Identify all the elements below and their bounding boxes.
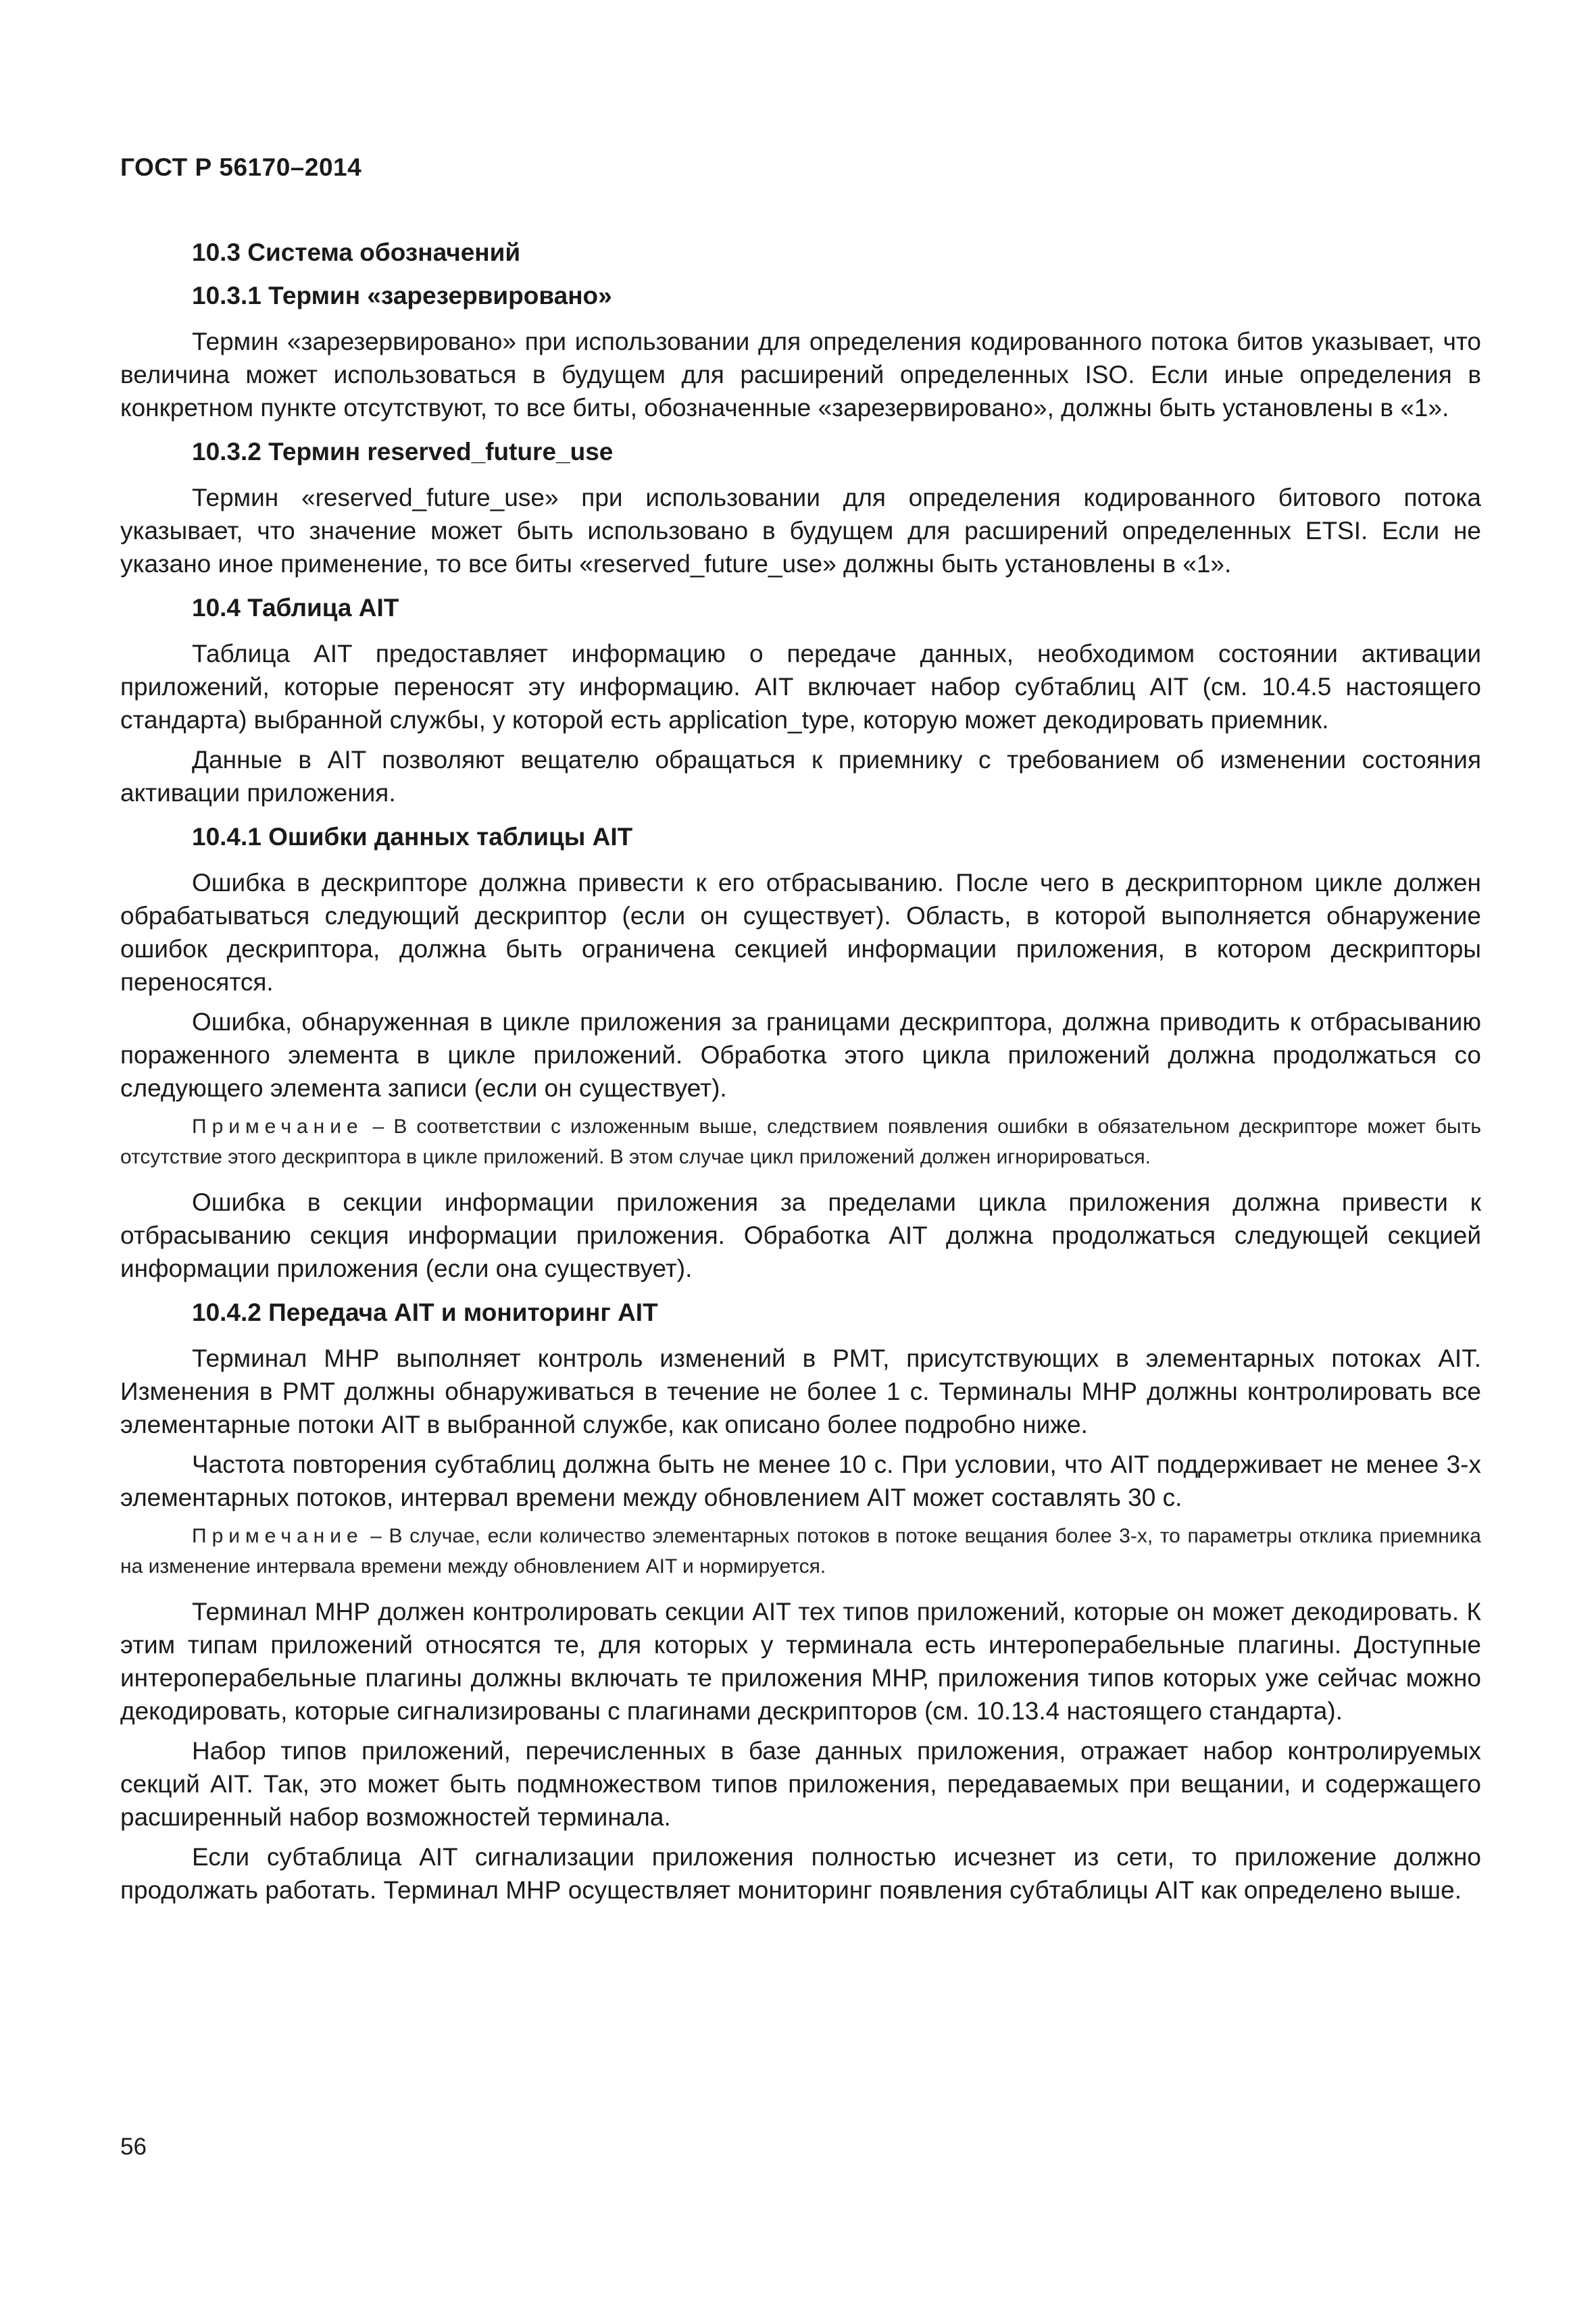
paragraph: Ошибка в дескрипторе должна привести к его отбрасыванию. После чего в дескрипторном цикле должен обрабатываться следующий дескриптор (если он существует). Область, в которой выполняется обнаружение ошибок дескриптора, должна быть ограничена секцией информации приложения, в котором дескрипторы переносятся. (120, 869, 1481, 996)
paragraph: Термин «зарезервировано» при использовании для определения кодированного потока битов указывает, что величина может использоваться в будущем для расширений определенных ISO. Если иные определения в конкретном пункте отсутствуют, то все биты, обозначенные «зарезервировано», должны быть установлены в «1». (120, 328, 1481, 422)
paragraph: Термин «reserved_future_use» при использовании для определения кодированного битового потока указывает, что значение может быть использовано в будущем для расширений определенных ETSI. Если не указано иное применение, то все биты «reserved_future_use» должны быть установлены в «1». (120, 484, 1481, 578)
paragraph: Таблица AIT предоставляет информацию о передаче данных, необходимом состоянии активации приложений, которые переносят эту информацию. AIT включает набор субтаблиц AIT (см. 10.4.5 настоящего стандарта) выбранной службы, у которой есть application_type, которую может декодировать приемник. (120, 640, 1481, 734)
paragraph: Ошибка в секции информации приложения за пределами цикла приложения должна привести к отбрасыванию секция информации приложения. Обработка AIT должна продолжаться следующей секцией информации приложения (если она существует). (120, 1188, 1481, 1282)
document-code: ГОСТ Р 56170–2014 (120, 153, 362, 181)
note (120, 1111, 1481, 1172)
note-text: – В случае, если количество элементарных потоков в потоке вещания более 3-х, то параметры отклика приемника на изменение интервала времени между обновлением AIT и нормируется. (120, 1525, 1481, 1578)
section-heading-10-3-2: 10.3.2 Термин reserved_future_use (192, 438, 614, 466)
section-heading-10-3: 10.3 Система обозначений (192, 238, 521, 266)
note-label: Примечание (192, 1525, 364, 1547)
section-heading-10-4-1: 10.4.1 Ошибки данных таблицы AIT (192, 823, 633, 851)
body-content (120, 238, 1481, 1907)
paragraph: Частота повторения субтаблиц должна быть не менее 10 с. При условии, что AIT поддерживает не менее 3-х элементарных потоков, интервал времени между обновлением AIT может составлять 30 с. (120, 1451, 1481, 1511)
section-heading-10-4-2: 10.4.2 Передача AIT и мониторинг AIT (192, 1299, 658, 1326)
paragraph: Терминал МНР должен контролировать секции AIT тех типов приложений, которые он может декодировать. К этим типам приложений относятся те, для которых у терминала есть интероперабельные плагины. Доступные интероперабельные плагины должны включать те приложения МНР, приложения типов которых уже сейчас можно декодировать, которые сигнализированы с плагинами дескрипторов (см. 10.13.4 настоящего стандарта). (120, 1598, 1481, 1725)
paragraph: Если субтаблица AIT сигнализации приложения полностью исчезнет из сети, то приложение должно продолжать работать. Терминал МНР осуществляет мониторинг появления субтаблицы AIT как определено выше. (120, 1843, 1481, 1904)
section-heading-10-3-1: 10.3.1 Термин «зарезервировано» (192, 282, 612, 309)
paragraph: Ошибка, обнаруженная в цикле приложения за границами дескриптора, должна приводить к отбрасыванию пораженного элемента в цикле приложений. Обработка этого цикла приложений должна продолжаться со следующего элемента записи (если он существует). (120, 1008, 1481, 1102)
note (120, 1521, 1481, 1582)
note-text: – В соответствии с изложенным выше, следствием появления ошибки в обязательном дескрипторе может быть отсутствие этого дескриптора в цикле приложений. В этом случае цикл приложений должен игнорироваться. (120, 1115, 1481, 1168)
paragraph: Набор типов приложений, перечисленных в базе данных приложения, отражает набор контролируемых секций AIT. Так, это может быть подмножеством типов приложения, передаваемых при вещании, и содержащего расширенный набор возможностей терминала. (120, 1737, 1481, 1831)
paragraph: Данные в AIT позволяют вещателю обращаться к приемнику с требованием об изменении состояния активации приложения. (120, 746, 1481, 807)
paragraph: Терминал МНР выполняет контроль изменений в PMT, присутствующих в элементарных потоках AIT. Изменения в PMT должны обнаруживаться в течение не более 1 с. Терминалы МНР должны контролировать все элементарные потоки AIT в выбранной службе, как описано более подробно ниже. (120, 1344, 1481, 1438)
note-label: Примечание (192, 1115, 364, 1138)
section-heading-10-4: 10.4 Таблица AIT (192, 594, 399, 622)
page-number: 56 (120, 2134, 147, 2160)
